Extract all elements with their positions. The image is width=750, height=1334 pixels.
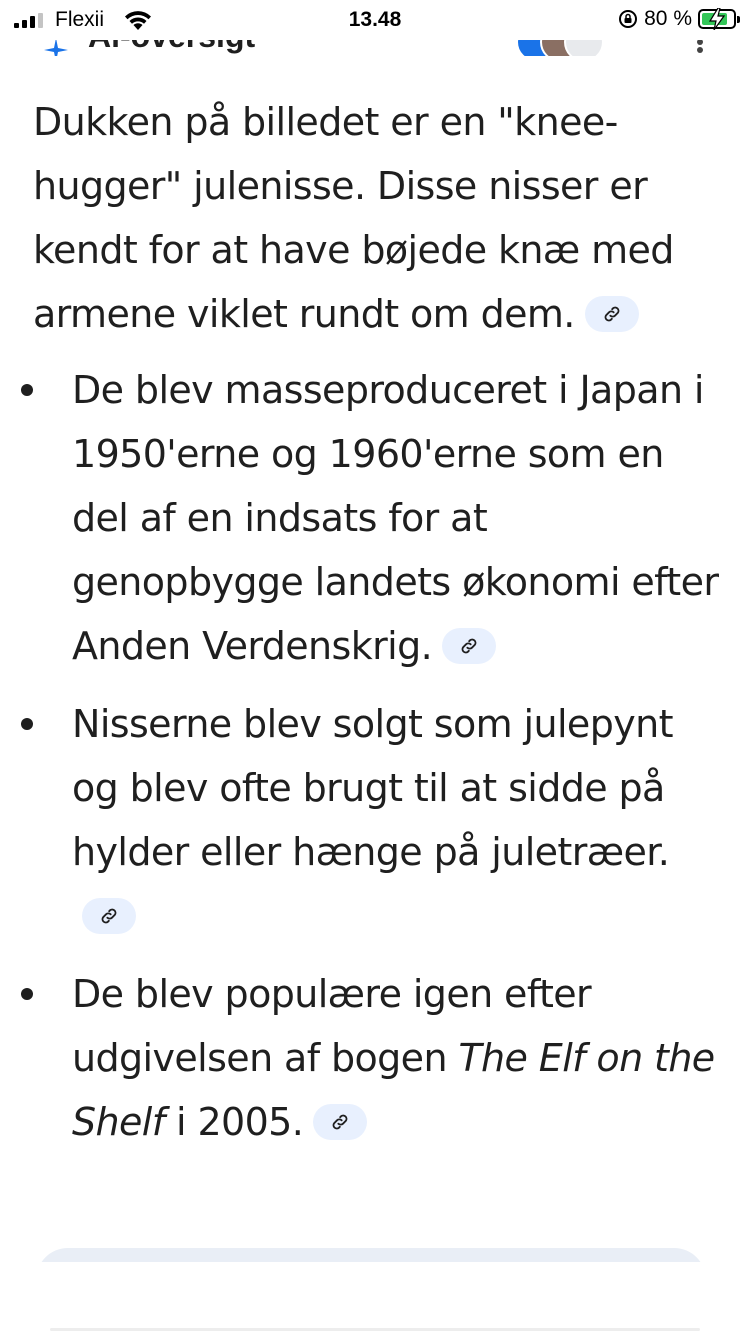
book-title: The Elf on the Shelf bbox=[72, 1036, 715, 1144]
clock: 13.48 bbox=[348, 8, 402, 31]
bullet-text: Nisserne blev solgt som julepynt og blev ofte brugt til at sidde på hylder eller hænge på juletræer. bbox=[72, 702, 673, 874]
link-icon bbox=[99, 906, 119, 926]
sparkle-icon bbox=[44, 38, 68, 56]
list-item bbox=[33, 358, 723, 678]
source-link-chip[interactable] bbox=[442, 628, 496, 664]
battery-percent: 80 % bbox=[644, 7, 692, 30]
charging-bolt-icon bbox=[709, 8, 725, 30]
bullet-dot bbox=[21, 988, 33, 1000]
list-item bbox=[33, 962, 723, 1154]
intro-text: Dukken på billedet er en "knee-hugger" julenisse. Disse nisser er kendt for at have bøjede knæ med armene viklet rundt om dem. bbox=[33, 100, 674, 336]
ai-overview-content bbox=[33, 90, 723, 1168]
battery-icon bbox=[698, 9, 736, 29]
source-link-chip[interactable] bbox=[585, 296, 639, 332]
rotation-lock-icon bbox=[618, 9, 638, 29]
list-item bbox=[33, 692, 723, 948]
bullet-dot bbox=[21, 384, 33, 396]
bullet-text: De blev masseproduceret i Japan i 1950'erne og 1960'erne som en del af en indsats for at genopbygge landets økonomi efter Anden Verdenskrig. bbox=[72, 368, 719, 668]
carrier-name: Flexii bbox=[55, 8, 105, 31]
bullet-list bbox=[33, 358, 723, 1154]
source-link-chip[interactable] bbox=[313, 1104, 367, 1140]
link-icon bbox=[602, 304, 622, 324]
link-icon bbox=[459, 636, 479, 656]
link-icon bbox=[330, 1112, 350, 1132]
status-bar bbox=[0, 0, 750, 40]
bottom-bar bbox=[0, 1262, 750, 1334]
bullet-text: De blev populære igen efter udgivelsen af bogen bbox=[72, 972, 592, 1080]
source-link-chip[interactable] bbox=[82, 898, 136, 934]
intro-paragraph bbox=[33, 90, 723, 346]
bullet-dot bbox=[21, 718, 33, 730]
bullet-text-end: i 2005. bbox=[164, 1100, 304, 1144]
divider bbox=[50, 1328, 700, 1331]
